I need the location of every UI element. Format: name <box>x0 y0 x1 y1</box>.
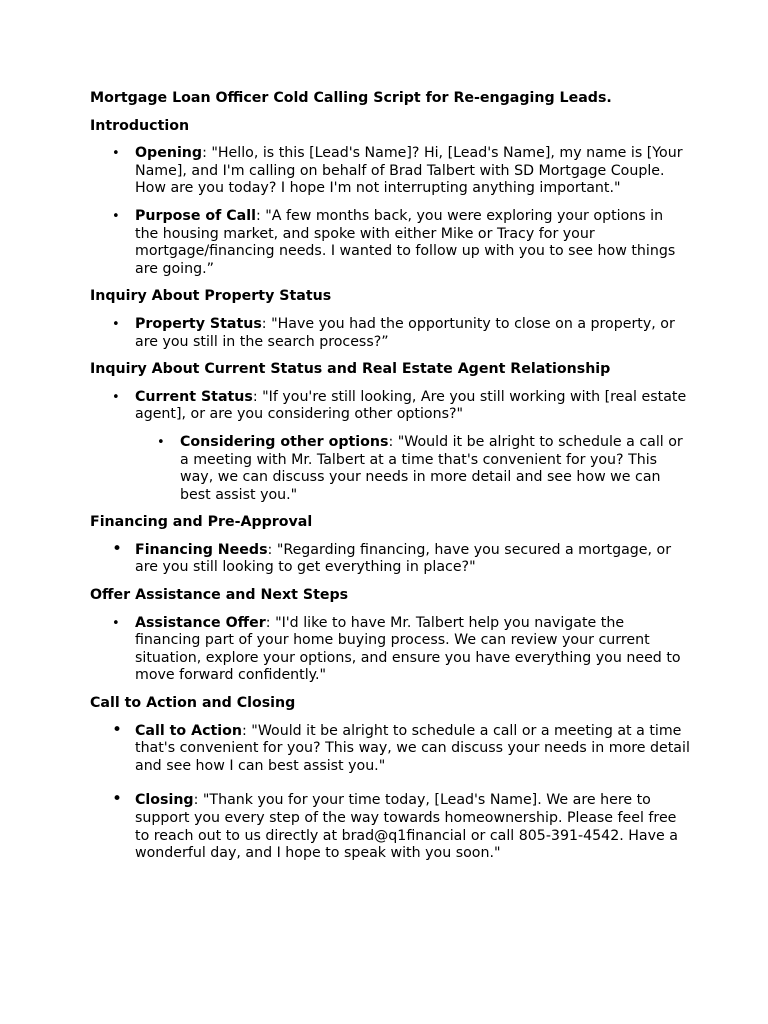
bullet-icon: • <box>112 789 123 810</box>
financing-list <box>90 538 690 577</box>
bullet-icon: • <box>112 615 120 631</box>
section-heading-financing: Financing and Pre-Approval <box>90 514 313 531</box>
offer-assistance-list <box>90 615 690 685</box>
item-term: Considering other options <box>180 433 389 450</box>
item-text: : "Thank you for your time today, [Lead's Name]. We are here to support you every step of the way towards homeownership. Please feel free to reach out to us directly at brad@q1financial or call 805-391-4542. Have a wonderful day, and I hope to speak with you soon." <box>135 792 678 862</box>
document-title: Mortgage Loan Officer Cold Calling Script for Re-engaging Leads. <box>90 90 612 106</box>
item-term: Closing <box>135 792 194 809</box>
list-item-assistance-offer <box>90 615 690 685</box>
item-text: : "I'd like to have Mr. Talbert help you navigate the financing part of your home buying process. We can review your current situation, explore your options, and ensure you have everything you need to move forward confidently." <box>135 614 681 684</box>
item-text: : "Hello, is this [Lead's Name]? Hi, [Lead's Name], my name is [Your Name], and I'm calling on behalf of Brad Talbert with SD Mortgage Couple. How are you today? I hope I'm not interrupting anything important." <box>135 145 683 197</box>
bullet-icon: • <box>112 719 123 740</box>
property-status-list <box>90 316 690 351</box>
item-term: Purpose of Call <box>135 207 256 224</box>
bullet-icon: • <box>112 146 120 162</box>
list-item-purpose-of-call <box>90 208 690 278</box>
item-text: : "Would it be alright to schedule a call or a meeting with Mr. Talbert at a time that's convenient for you? This way, we can discuss your needs in more detail and see how we can best assist you." <box>180 433 683 503</box>
section-heading-offer-assistance: Offer Assistance and Next Steps <box>90 587 349 604</box>
bullet-icon: • <box>112 208 120 224</box>
bullet-icon: • <box>112 316 120 332</box>
item-text: : "If you're still looking, Are you still working with [real estate agent], or are you considering other options?" <box>135 388 687 423</box>
item-term: Current Status <box>135 388 253 405</box>
list-item-financing-needs <box>90 538 690 577</box>
list-item-opening <box>90 145 690 198</box>
current-status-list <box>90 389 690 505</box>
item-term: Assistance Offer <box>135 614 266 631</box>
list-item-closing <box>90 789 690 862</box>
section-heading-current-status: Inquiry About Current Status and Real Estate Agent Relationship <box>90 361 611 378</box>
bullet-icon: • <box>157 434 165 450</box>
item-term: Call to Action <box>135 722 243 739</box>
item-term: Property Status <box>135 315 262 332</box>
item-text: : "Have you had the opportunity to close on a property, or are you still in the search process?” <box>135 315 675 350</box>
item-term: Financing Needs <box>135 541 268 558</box>
item-text: : "Regarding financing, have you secured a mortgage, or are you still looking to get everything in place?" <box>135 541 672 576</box>
list-item-current-status <box>90 389 690 505</box>
list-item-call-to-action <box>90 719 690 776</box>
section-heading-property-status: Inquiry About Property Status <box>90 288 332 305</box>
introduction-list <box>90 145 690 278</box>
item-text: : "A few months back, you were exploring your options in the housing market, and spoke with either Mike or Tracy for your mortgage/financing needs. I wanted to follow up with you to see how things are going.” <box>135 207 676 277</box>
item-text: : "Would it be alright to schedule a call or a meeting at a time that's convenient for you? This way, we can discuss your needs in more detail and see how I can best assist you." <box>135 722 690 774</box>
item-term: Opening <box>135 145 203 162</box>
document-page <box>90 90 690 873</box>
section-heading-call-to-action: Call to Action and Closing <box>90 695 296 712</box>
sub-list-item-considering-other-options <box>135 434 690 504</box>
bullet-icon: • <box>112 389 120 405</box>
section-heading-introduction: Introduction <box>90 117 190 134</box>
sub-list <box>135 434 690 504</box>
bullet-icon: • <box>112 538 123 559</box>
list-item-property-status <box>90 316 690 351</box>
call-to-action-list <box>90 719 690 863</box>
